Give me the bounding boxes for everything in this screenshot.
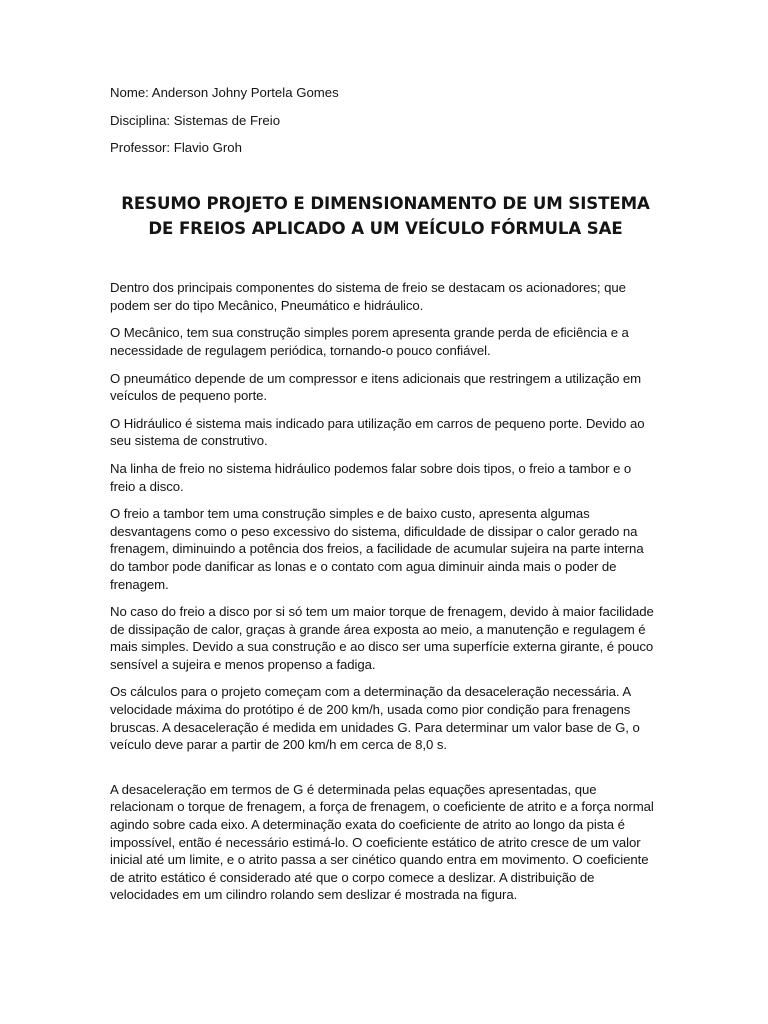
- professor-name: Professor: Flavio Groh: [110, 140, 242, 156]
- document-body: [110, 279, 658, 904]
- paragraph-disc-brake: No caso do freio a disco por si só tem um maior torque de frenagem, devido à maior facilidade de dissipação de calor, graças à grande área exposta ao meio, a manutenção e regulagem é mais simples. Devido a sua construção e ao disco ser uma superfície externa girante, é pouco sensível a sujeira e menos propenso a fadiga.: [110, 604, 654, 672]
- student-name: Nome: Anderson Johny Portela Gomes: [110, 85, 339, 100]
- paragraph-deceleration: A desaceleração em termos de G é determinada pelas equações apresentadas, que relacionam o torque de frenagem, a força de frenagem, o coeficiente de atrito e a força normal agindo sobre cada eixo. A determinação exata do coeficiente de atrito ao longo da pista é impossível, então é necessário estimá-lo. O coeficiente estático de atrito cresce de um valor inicial até um limite, e o atrito passa a ser cinético quando entra em movimento. O coeficiente de atrito estático é considerado até que o corpo comece a deslizar. A distribuição de velocidades em um cilindro rolando sem deslizar é mostrada na figura.: [110, 781, 654, 903]
- course-name: Disciplina: Sistemas de Freio: [110, 112, 281, 128]
- paragraph-mechanical: O Mecânico, tem sua construção simples porem apresenta grande perda de eficiência e a necessidade de regulagem periódica, tornando-o pouco confiável.: [110, 325, 629, 358]
- paragraph-drum-brake: O freio a tambor tem uma construção simples e de baixo custo, apresenta algumas desvantagens como o peso excessivo do sistema, dificuldade de dissipar o calor gerado na frenagem, diminuindo a potência dos freios, a facilidade de acumular sujeira na parte interna do tambor pode danificar as lonas e o contato com agua diminuir ainda mais o poder de frenagem.: [110, 506, 644, 592]
- paragraph-calculations: Os cálculos para o projeto começam com a determinação da desaceleração necessária. A velocidade máxima do protótipo é de 200 km/h, usada como pior condição para frenagens bruscas. A desaceleração é medida em unidades G. Para determinar um valor base de G, o veículo deve parar a partir de 200 km/h em cerca de 8,0 s.: [110, 684, 640, 753]
- paragraph-pneumatic: O pneumático depende de um compressor e itens adicionais que restringem a utilização em veículos de pequeno porte.: [110, 370, 642, 404]
- title-line-2: DE FREIOS APLICADO A UM VEÍCULO FÓRMULA SAE: [148, 219, 623, 239]
- document-title: [110, 191, 658, 241]
- paragraph-hydraulic: O Hidráulico é sistema mais indicado para utilização em carros de pequeno porte. Devido ao seu sistema de construtivo.: [110, 415, 645, 449]
- paragraph-actuators: Dentro dos principais componentes do sistema de freio se destacam os acionadores; que podem ser do tipo Mecânico, Pneumático e hidráulico.: [110, 280, 626, 313]
- paragraph-brake-types: Na linha de freio no sistema hidráulico podemos falar sobre dois tipos, o freio a tambor e o freio a disco.: [110, 460, 632, 494]
- title-line-1: RESUMO PROJETO E DIMENSIONAMENTO DE UM SISTEMA: [121, 194, 650, 214]
